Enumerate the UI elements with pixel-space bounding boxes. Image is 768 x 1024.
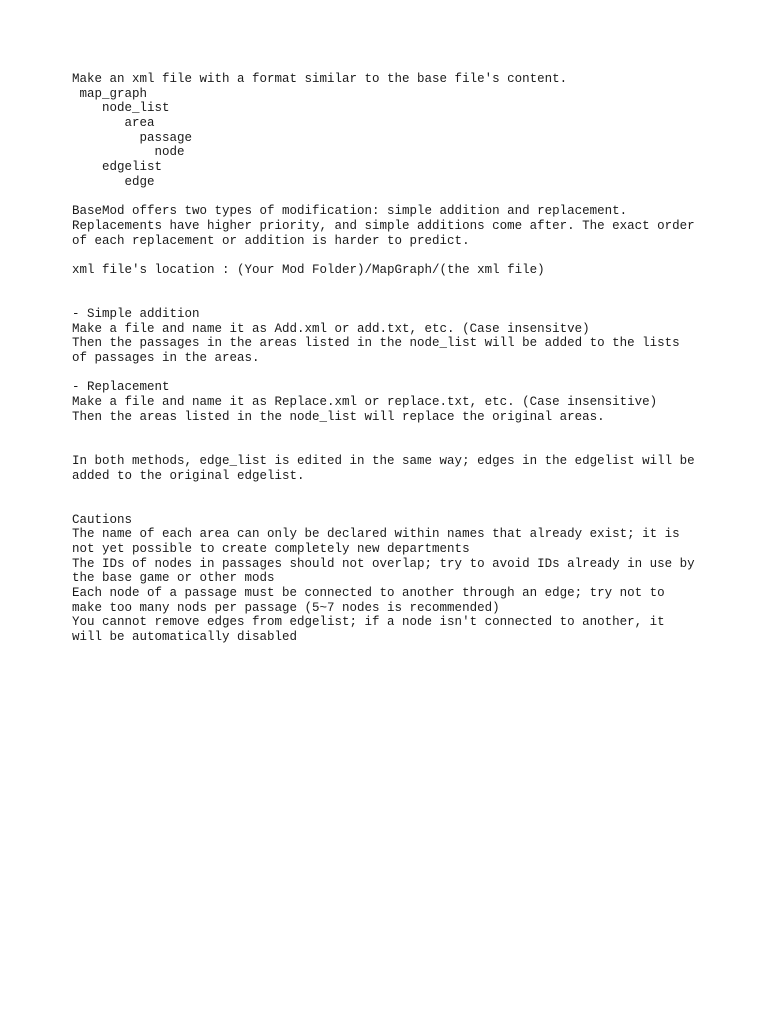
replacement-section [72, 380, 712, 424]
paragraph-line: Make a file and name it as Add.xml or add.txt, etc. (Case insensitve) [72, 321, 590, 336]
paragraph-line: The name of each area can only be declared within names that already exist; it is [72, 527, 680, 542]
both-methods-paragraph [72, 454, 712, 483]
paragraph-line: Make a file and name it as Replace.xml or replace.txt, etc. (Case insensitive) [72, 395, 658, 410]
section-heading: - Simple addition [72, 307, 200, 322]
paragraph-line: In both methods, edge_list is edited in the same way; edges in the edgelist will be [72, 453, 695, 468]
paragraph-line: BaseMod offers two types of modification: simple addition and replacement. [72, 204, 628, 219]
tree-line-map-graph: map_graph [72, 86, 148, 101]
tree-line-area: area [72, 116, 155, 131]
paragraph-line: Each node of a passage must be connected to another through an edge; try not to [72, 586, 665, 601]
paragraph-line: the base game or other mods [72, 571, 275, 586]
modification-types-paragraph [72, 204, 712, 248]
paragraph-line: added to the original edgelist. [72, 468, 305, 483]
tree-line-edgelist: edgelist [72, 160, 163, 175]
paragraph-line: will be automatically disabled [72, 630, 298, 645]
paragraph-line: The IDs of nodes in passages should not overlap; try to avoid IDs already in use by [72, 556, 695, 571]
cautions-section [72, 513, 712, 645]
paragraph-line: not yet possible to create completely new departments [72, 542, 470, 557]
paragraph-line: Then the areas listed in the node_list will replace the original areas. [72, 409, 605, 424]
paragraph-line: of each replacement or addition is harder to predict. [72, 233, 470, 248]
tree-line-passage: passage [72, 130, 193, 145]
paragraph-line: Replacements have higher priority, and simple additions come after. The exact order [72, 218, 695, 233]
file-location-line: xml file's location : (Your Mod Folder)/MapGraph/(the xml file) [72, 262, 545, 277]
paragraph-line: make too many nods per passage (5~7 nodes is recommended) [72, 600, 500, 615]
intro-line: Make an xml file with a format similar to the base file's content. [72, 72, 568, 86]
paragraph-line: Then the passages in the areas listed in the node_list will be added to the lists [72, 336, 680, 351]
paragraph-line: You cannot remove edges from edgelist; if a node isn't connected to another, it [72, 615, 665, 630]
section-heading: Cautions [72, 512, 133, 527]
tree-line-edge: edge [72, 174, 155, 189]
paragraph-line: of passages in the areas. [72, 351, 260, 366]
document-page [72, 72, 712, 645]
simple-addition-section [72, 307, 712, 366]
xml-structure-tree [72, 87, 712, 190]
tree-line-node-list: node_list [72, 101, 170, 116]
tree-line-node: node [72, 145, 185, 160]
section-heading: - Replacement [72, 380, 170, 395]
